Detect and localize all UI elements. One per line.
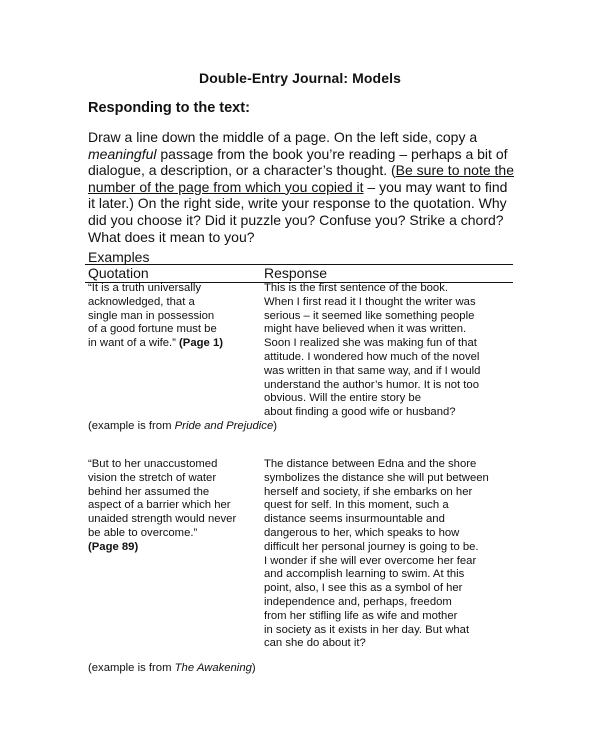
example-2-quote-text: “But to her unaccustomed vision the stretch of water behind her assumed the aspect of a barrier which her unaided strength would never be able to overcome.” [88, 458, 237, 539]
example-1-source-prefix: (example is from [88, 420, 175, 432]
intro-text-2: passage from the book you’re reading – perhaps a bit of dialogue, a description, or a character’s thought. ( [88, 145, 508, 179]
page-title: Double-Entry Journal: Models [199, 70, 401, 86]
example-1-quote-text: “It is a truth universally acknowledged, that a single man in possession of a good fortune must be in want of a wife.” [88, 282, 217, 350]
example-2-source-prefix: (example is from [88, 662, 175, 674]
examples-label: Examples [88, 249, 150, 265]
example-2-page: (Page 89) [88, 540, 139, 553]
example-1-source-suffix: ) [273, 420, 278, 432]
section-heading: Responding to the text: [88, 100, 250, 116]
intro-text-1: Draw a line down the middle of a page. On the left side, copy a [88, 129, 478, 145]
example-2-quotation [88, 458, 258, 555]
intro-emphasis: meaningful [88, 145, 157, 162]
example-1-page: (Page 1) [179, 337, 223, 350]
example-2-source [88, 662, 256, 674]
intro-paragraph [88, 129, 518, 245]
example-1-quotation [88, 282, 258, 351]
example-1-response: This is the first sentence of the book. When I first read it I thought the writer was serious – it seemed like something people might have believed when it was written. Soon I realized she was making fun of that attitude. I wondered how much of the novel was written in that same way, and if I would understand the author’s humor. It is not too obvious. Will the entire story be about finding a good wife or husband? [264, 282, 481, 419]
column-header-response: Response [264, 265, 328, 281]
example-1-source-title: Pride and Prejudice [174, 420, 274, 432]
intro-underlined-note: Be sure to note the number of the page from which you copied it [88, 162, 514, 195]
example-2-response: The distance between Edna and the shore symbolizes the distance she will put between herself and society, if she embarks on her quest for self. In this moment, such a distance seems insurmountable and dangerous to her, which speaks to how difficult her personal journey is going to be. I wonder if she will ever overcome her fear and accomplish learning to swim. At this point, also, I see this as a symbol of her independence and, perhaps, freedom from her stifling life as wife and mother in society as it exists in her day. But what can she do about it? [264, 458, 489, 650]
example-2-source-suffix: ) [251, 662, 256, 674]
example-2-source-title: The Awakening [174, 662, 252, 674]
example-1-source [88, 420, 277, 432]
column-header-quotation: Quotation [88, 265, 149, 281]
intro-text-3: – you may want to find it later.) On the right side, write your response to the quotation. Why did you choose it? Did it puzzle you? Confuse you? Strike a chord? What does it mean to you? [88, 178, 508, 245]
